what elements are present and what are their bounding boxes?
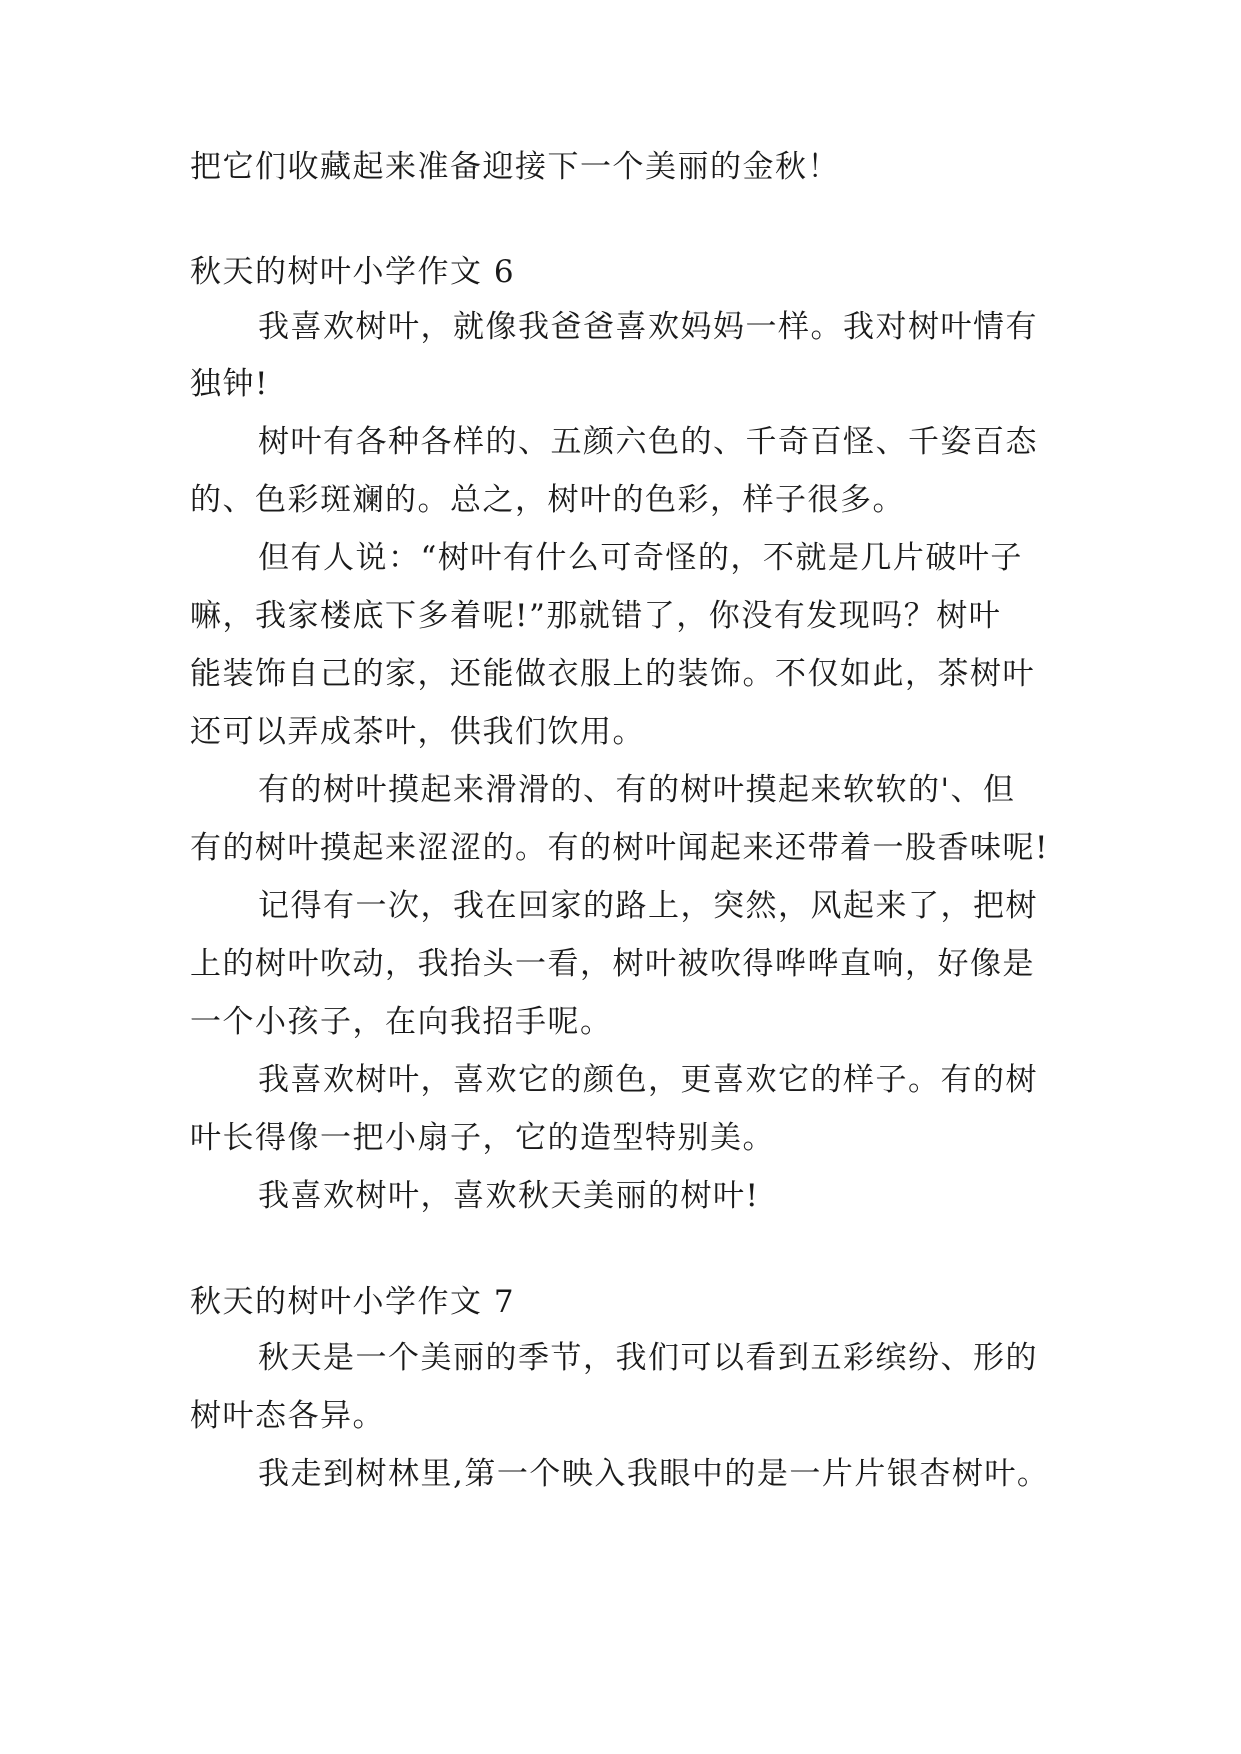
paragraph-line: 有的树叶摸起来滑滑的、有的树叶摸起来软软的'、但 <box>258 772 1016 808</box>
paragraph-line: 记得有一次，我在回家的路上，突然，风起来了，把树 <box>258 888 1038 924</box>
paragraph-line: 的、色彩斑斓的。总之，树叶的色彩，样子很多。 <box>190 482 905 518</box>
paragraph-line: 树叶态各异。 <box>190 1398 385 1434</box>
paragraph-line: 上的树叶吹动，我抬头一看，树叶被吹得哗哗直响，好像是 <box>190 946 1035 982</box>
paragraph-line: 秋天是一个美丽的季节，我们可以看到五彩缤纷、形的 <box>258 1340 1038 1376</box>
paragraph-line: 树叶有各种各样的、五颜六色的、千奇百怪、千姿百态 <box>258 424 1038 460</box>
paragraph-line: 我喜欢树叶，喜欢它的颜色，更喜欢它的样子。有的树 <box>258 1062 1038 1098</box>
paragraph-line: 独钟! <box>190 366 269 402</box>
section-heading-7: 秋天的树叶小学作文 7 <box>190 1284 516 1320</box>
paragraph-line: 我喜欢树叶，喜欢秋天美丽的树叶! <box>258 1178 760 1214</box>
text-line-closing: 把它们收藏起来准备迎接下一个美丽的金秋！ <box>190 149 840 185</box>
paragraph-line: 有的树叶摸起来涩涩的。有的树叶闻起来还带着一股香味呢! <box>190 830 1049 866</box>
paragraph-line: 能装饰自己的家，还能做衣服上的装饰。不仅如此，茶树叶 <box>190 656 1035 692</box>
section-heading-6: 秋天的树叶小学作文 6 <box>190 254 516 290</box>
paragraph-line: 我喜欢树叶，就像我爸爸喜欢妈妈一样。我对树叶情有 <box>258 309 1038 345</box>
paragraph-line: 一个小孩子，在向我招手呢。 <box>190 1004 613 1040</box>
paragraph-line: 但有人说：“树叶有什么可奇怪的，不就是几片破叶子 <box>258 540 1023 576</box>
paragraph-line: 嘛，我家楼底下多着呢!”那就错了，你没有发现吗？树叶 <box>190 598 1002 634</box>
paragraph-line: 我走到树林里,第一个映入我眼中的是一片片银杏树叶。 <box>258 1456 1050 1492</box>
paragraph-line: 还可以弄成茶叶，供我们饮用。 <box>190 714 645 750</box>
paragraph-line: 叶长得像一把小扇子，它的造型特别美。 <box>190 1120 775 1156</box>
